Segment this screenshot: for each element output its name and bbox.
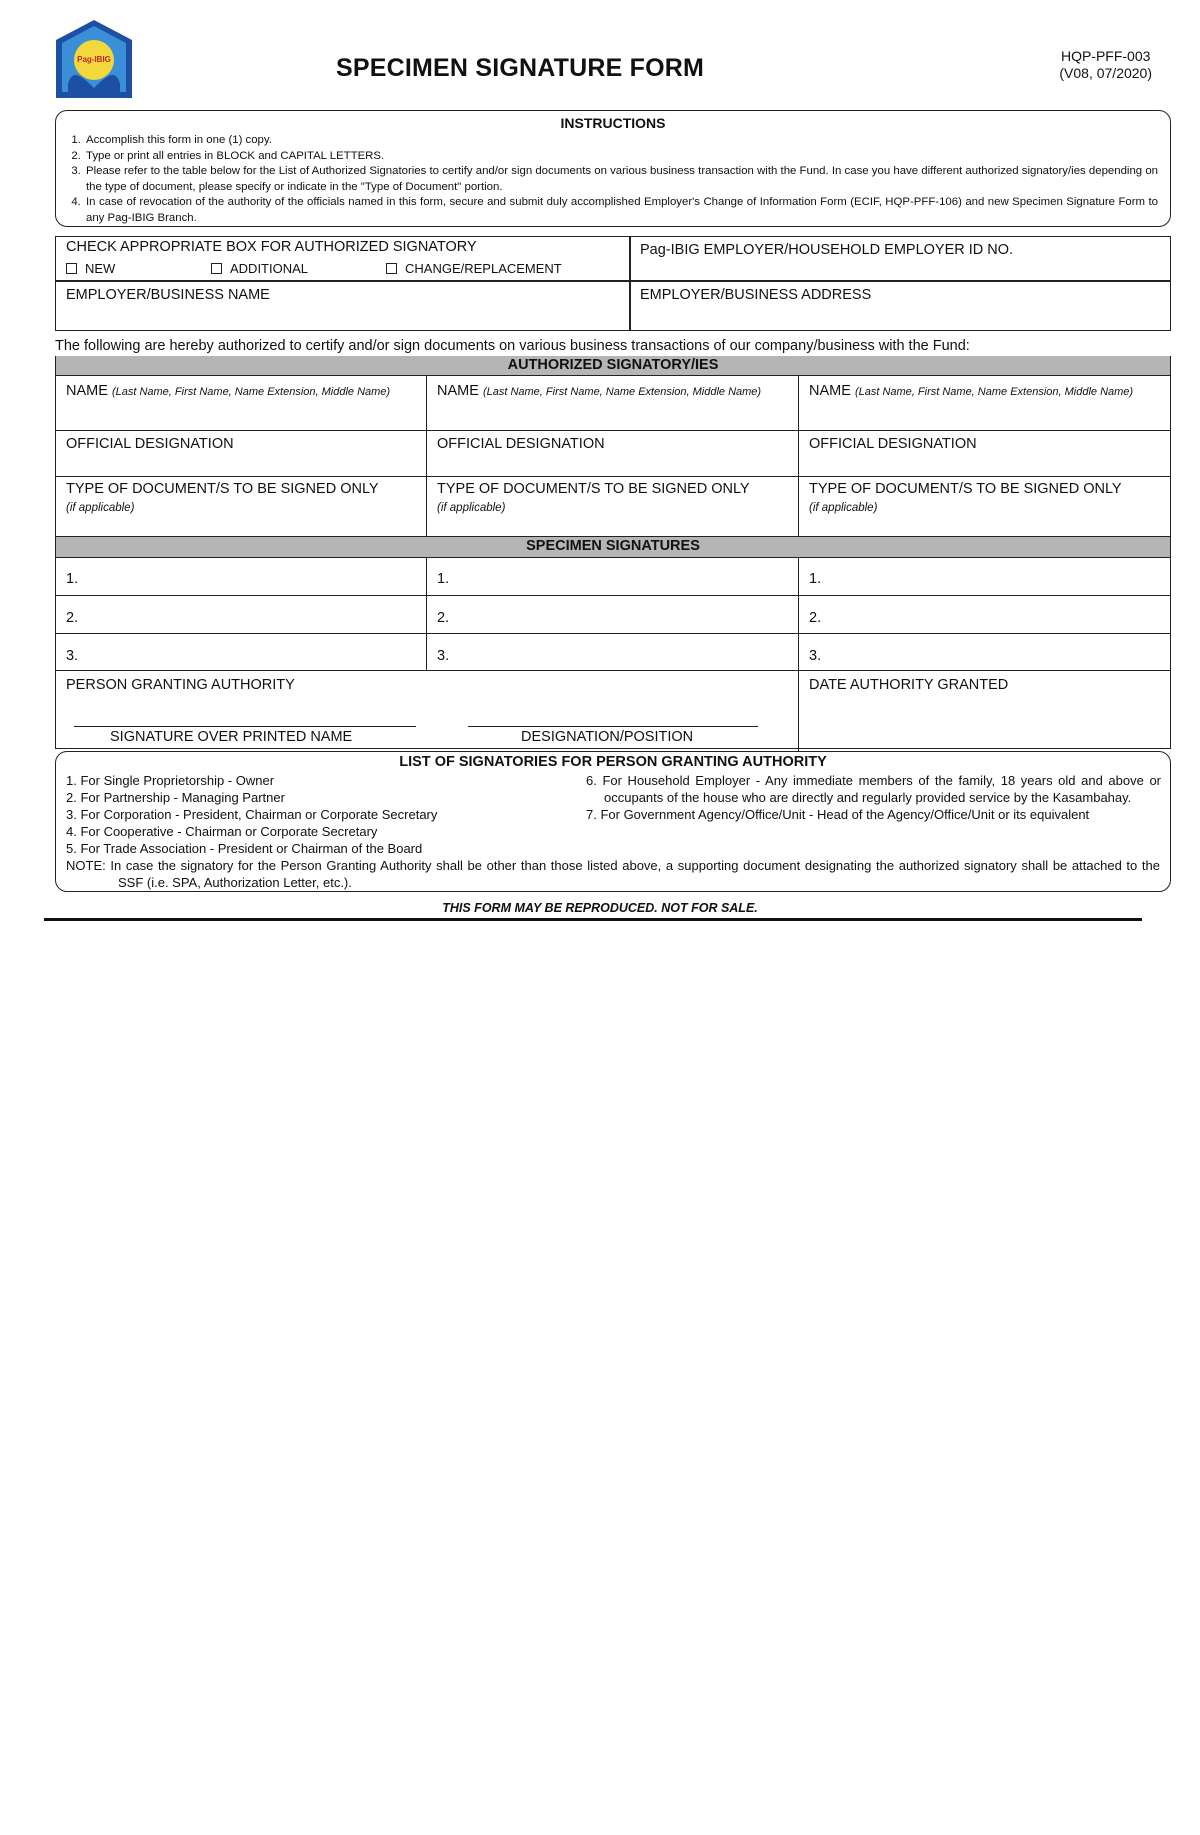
name-hint: (Last Name, First Name, Name Extension, Middle Name) [854,386,1134,398]
document-type-cell-1[interactable] [66,481,379,517]
signatories-list-box [55,751,1171,892]
document-type-label: TYPE OF DOCUMENT/S TO BE SIGNED ONLY [66,481,379,497]
document-type-hint: (if applicable) [66,502,135,514]
checkbox-change[interactable] [386,261,562,276]
name-hint: (Last Name, First Name, Name Extension, Middle Name) [482,386,762,398]
list-item: 1. For Single Proprietorship - Owner [66,773,275,788]
instructions-list [56,133,1170,227]
row-divider [56,670,1170,671]
employer-id-field[interactable] [629,236,1171,282]
document-type-label: TYPE OF DOCUMENT/S TO BE SIGNED ONLY [809,481,1122,497]
specimen-signature-1-col-3[interactable]: 1. [809,571,822,587]
form-title: SPECIMEN SIGNATURE FORM [336,54,705,82]
specimen-signature-3-col-3[interactable]: 3. [809,648,822,664]
list-item: 4. For Cooperative - Chairman or Corporate Secretary [66,824,378,839]
date-authority-granted-field[interactable]: DATE AUTHORITY GRANTED [809,677,1009,693]
checkbox-additional[interactable] [211,261,308,276]
signatory-type-field [55,236,631,282]
specimen-signature-2-col-2[interactable]: 2. [437,610,450,626]
column-divider [798,376,799,751]
designation-line[interactable] [468,726,758,727]
document-type-cell-2[interactable] [437,481,750,517]
checkbox-icon[interactable] [386,263,397,274]
list-item: 6. For Household Employer - Any immediate members of the family, 18 years old and above or occupants of the house who are directly and regularly provided service by the Kasambahay. [586,773,1161,805]
document-type-hint: (if applicable) [437,502,506,514]
designation-cell-3[interactable]: OFFICIAL DESIGNATION [809,436,977,452]
check-box-label: CHECK APPROPRIATE BOX FOR AUTHORIZED SIGNATORY [66,239,477,255]
employer-address-field[interactable] [629,280,1171,331]
footer-notice: THIS FORM MAY BE REPRODUCED. NOT FOR SALE. [442,901,758,915]
instruction-item: 2. Type or print all entries in BLOCK and CAPITAL LETTERS. [84,149,1158,165]
designation-cell-1[interactable]: OFFICIAL DESIGNATION [66,436,234,452]
employer-id-label: Pag-IBIG EMPLOYER/HOUSEHOLD EMPLOYER ID NO. [640,242,1014,258]
signatories-list-right [586,772,1161,823]
checkbox-change-label: CHANGE/REPLACEMENT [405,261,562,276]
employer-address-label: EMPLOYER/BUSINESS ADDRESS [640,287,872,303]
employer-name-label: EMPLOYER/BUSINESS NAME [66,287,270,303]
column-divider [426,376,427,670]
instructions-box [55,110,1171,227]
name-cell-1[interactable] [66,383,390,401]
checkbox-additional-label: ADDITIONAL [230,261,309,276]
signatories-note: NOTE: In case the signatory for the Person Granting Authority shall be other than those listed above, a supporting document designating the authorized signatory shall be attached to the SSF (i.e. SPA, Authorization Letter, etc.). [66,858,1160,890]
logo-text: Pag-IBIG [77,55,111,64]
form-code: HQP-PFF-003 [1060,48,1151,64]
checkbox-new-label: NEW [85,261,116,276]
instructions-title: INSTRUCTIONS [560,115,666,131]
instruction-item: 4. In case of revocation of the authority of the officials named in this form, secure and submit duly accomplished Employer's Change of Information Form (ECIF, HQP-PFF-106) and new Specimen Signature Form to any Pag-IBIG Branch. [84,195,1158,226]
document-type-cell-3[interactable] [809,481,1122,517]
employer-name-field[interactable] [55,280,631,331]
specimen-signature-3-col-1[interactable]: 3. [66,648,79,664]
designation-cell-2[interactable]: OFFICIAL DESIGNATION [437,436,605,452]
specimen-signature-1-col-1[interactable]: 1. [66,571,79,587]
specimen-signature-2-col-1[interactable]: 2. [66,610,79,626]
form-version: (V08, 07/2020) [1059,65,1152,81]
authorization-statement: The following are hereby authorized to certify and/or sign documents on various business transactions of our company/business with the Fund: [55,338,970,354]
person-granting-authority-label: PERSON GRANTING AUTHORITY [66,677,295,693]
list-item: 5. For Trade Association - President or Chairman of the Board [66,841,423,856]
pag-ibig-logo [52,18,136,102]
row-divider [56,430,1170,431]
name-label: NAME [66,383,108,399]
form-code-block [1059,48,1152,82]
authorized-signatories-table [55,356,1171,749]
name-label: NAME [437,383,479,399]
name-label: NAME [809,383,851,399]
specimen-signature-1-col-2[interactable]: 1. [437,571,450,587]
row-divider [56,633,1170,634]
checkbox-icon[interactable] [211,263,222,274]
list-item: 2. For Partnership - Managing Partner [66,790,285,805]
signature-line[interactable] [74,726,416,727]
name-cell-2[interactable] [437,383,761,401]
checkbox-icon[interactable] [66,263,77,274]
list-item: 7. For Government Agency/Office/Unit - Head of the Agency/Office/Unit or its equivalent [586,807,1090,822]
row-divider [56,476,1170,477]
signature-caption: SIGNATURE OVER PRINTED NAME [110,729,353,745]
name-hint: (Last Name, First Name, Name Extension, Middle Name) [111,386,391,398]
list-item: 3. For Corporation - President, Chairman or Corporate Secretary [66,807,438,822]
cut-line [44,918,1142,921]
name-cell-3[interactable] [809,383,1133,401]
authorized-signatories-header: AUTHORIZED SIGNATORY/IES [56,356,1170,376]
specimen-signature-3-col-2[interactable]: 3. [437,648,450,664]
row-divider [56,595,1170,596]
designation-caption: DESIGNATION/POSITION [521,729,694,745]
specimen-signature-2-col-3[interactable]: 2. [809,610,822,626]
document-type-hint: (if applicable) [809,502,878,514]
instruction-item: 3. Please refer to the table below for the List of Authorized Signatories to certify and/or sign documents on various business transaction with the Fund. In case you have different authorized signatory/ies depending on the type of document, please specify or indicate in the "Type of Document" portion. [84,164,1158,195]
signatories-list-title: LIST OF SIGNATORIES FOR PERSON GRANTING AUTHORITY [399,754,827,770]
specimen-signatures-header: SPECIMEN SIGNATURES [56,536,1170,558]
signatories-list-left [66,772,586,857]
checkbox-new[interactable] [66,261,115,276]
document-type-label: TYPE OF DOCUMENT/S TO BE SIGNED ONLY [437,481,750,497]
instruction-item: 1. Accomplish this form in one (1) copy. [84,133,1158,149]
